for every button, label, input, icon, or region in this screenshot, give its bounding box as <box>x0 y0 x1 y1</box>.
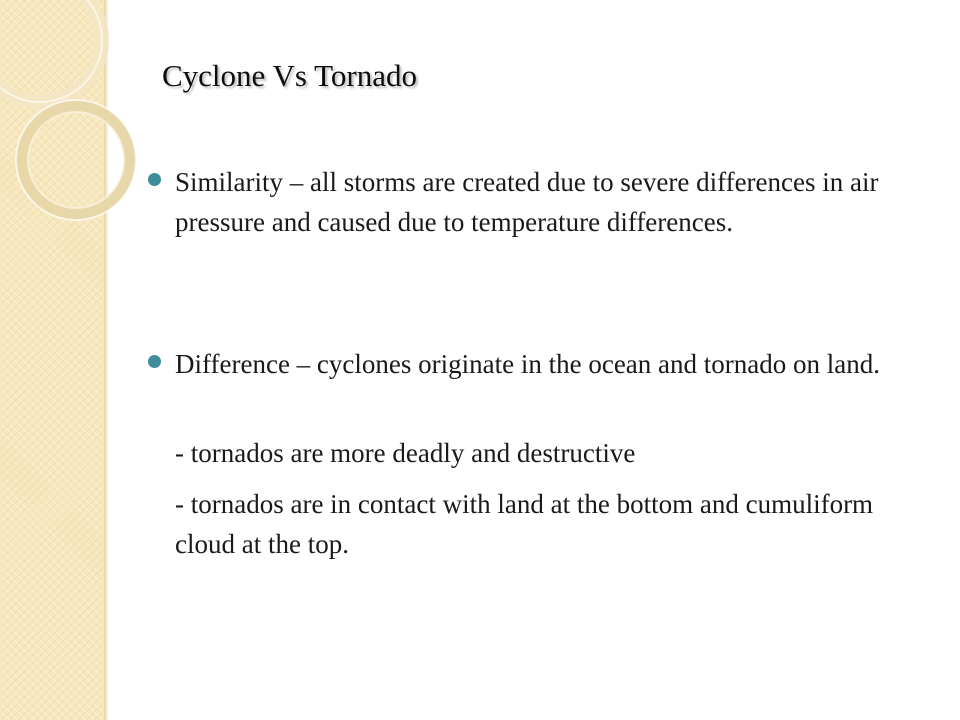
bullet-dot-icon <box>148 173 161 186</box>
sub-point-contact: - tornados are in contact with land at the bottom and cumuliform cloud at the top. <box>175 489 874 559</box>
bullet-dot-icon <box>148 355 161 368</box>
bullet-item-similarity <box>148 162 908 242</box>
slide-title: Cyclone Vs Tornado <box>162 58 417 93</box>
decorative-rings-icon <box>0 0 140 240</box>
bullet-item-difference <box>148 344 908 384</box>
sub-point-deadly: - tornados are more deadly and destructive <box>175 438 636 468</box>
bullet-text: Difference – cyclones originate in the ocean and tornado on land. <box>175 349 880 379</box>
bullet-text: Similarity – all storms are created due to severe differences in air pressure and caused due to temperature differences. <box>175 167 879 237</box>
